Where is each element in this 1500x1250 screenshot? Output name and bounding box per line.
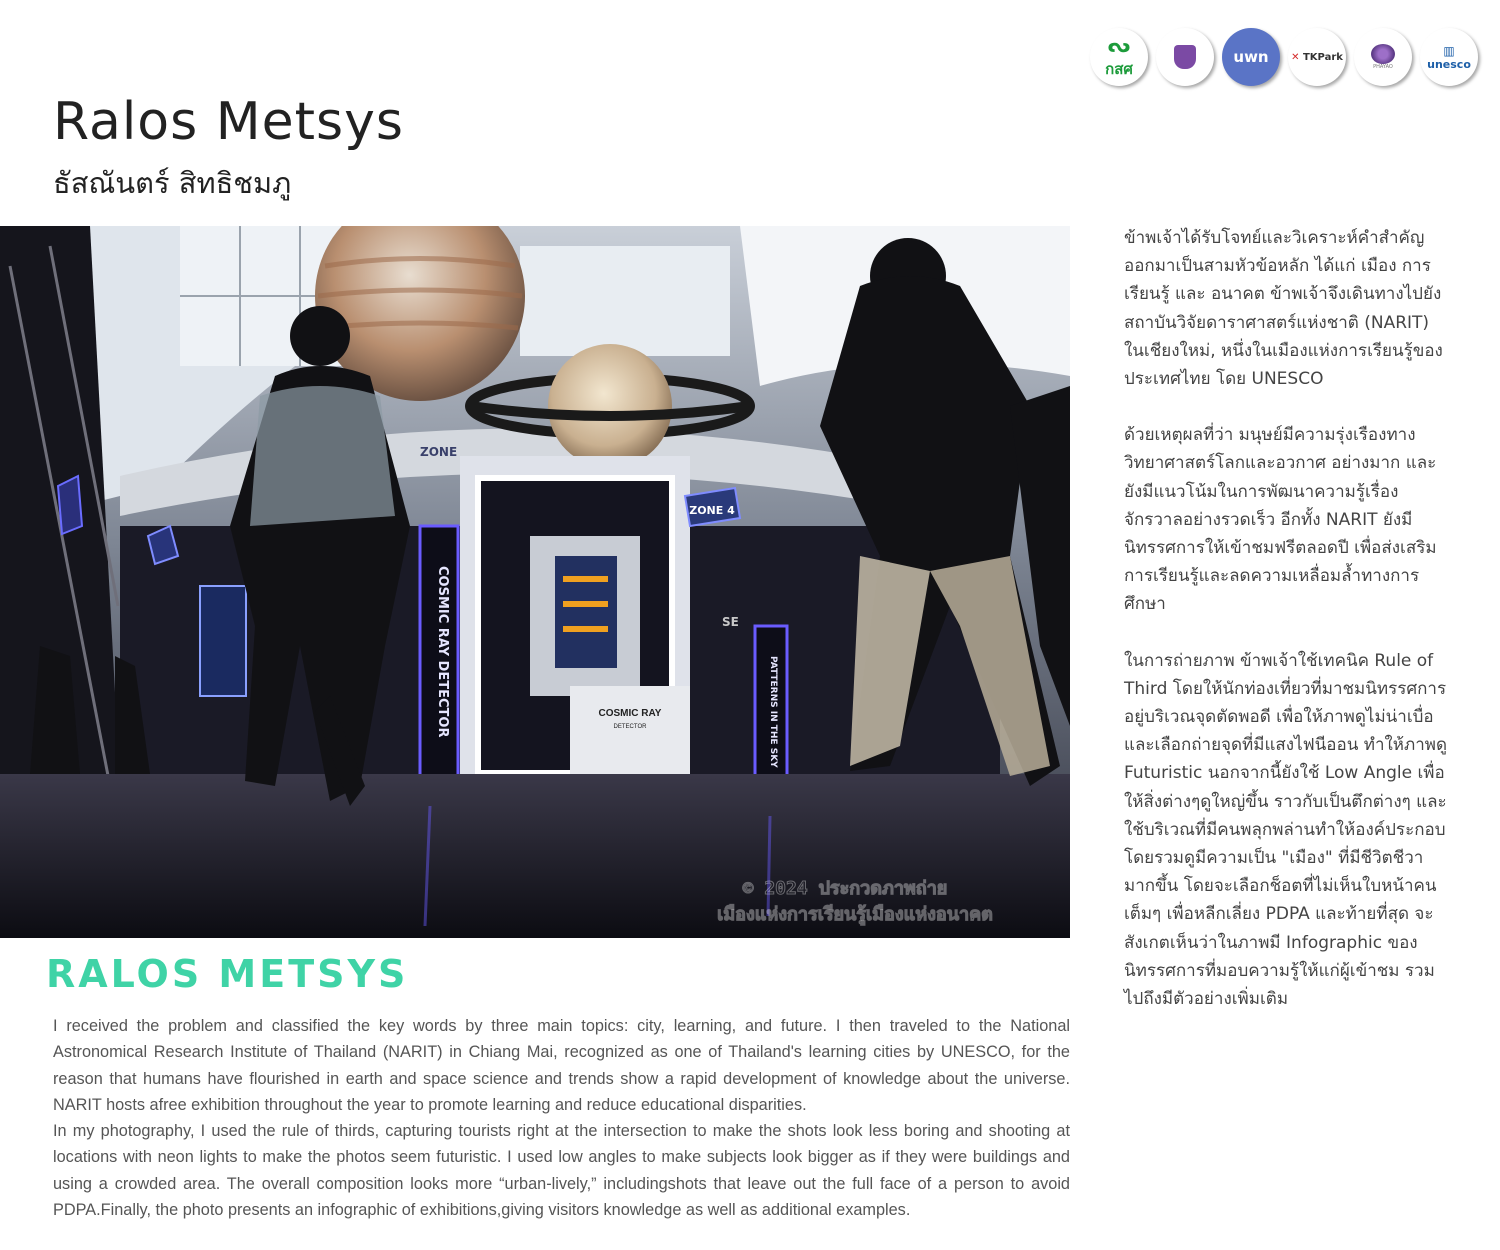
thai-description bbox=[1124, 224, 1454, 1041]
english-paragraph-2: In my photography, I used the rule of thirds, capturing tourists right at the intersection to make the shots look less boring and shooting at locations with neon lights to make the photos seem futuristic. I used low angles to make subjects look bigger as if they were buildings and using a crowded area. The overall composition looks more “urban-lively,” includingshots that leave out the full face of a person to avoid PDPA.Finally, the photo presents an infographic of exhibitions,giving visitors knowledge as well as additional examples. bbox=[53, 1122, 1070, 1220]
thai-health-logo-icon: ᔓ กสศ bbox=[1090, 28, 1148, 86]
english-description bbox=[53, 1013, 1070, 1223]
uwn-logo-icon: uwn bbox=[1222, 28, 1280, 86]
watermark-line-2: เมืองแห่งการเรียนรู้เมืองแห่งอนาคต bbox=[717, 904, 993, 925]
partner-logos bbox=[1090, 28, 1478, 86]
cosmic-ray-sign: COSMIC RAY DETECTOR bbox=[435, 566, 450, 738]
desk-sign: COSMIC RAY bbox=[598, 708, 662, 719]
unesco-logo-icon: ▥ unesco bbox=[1420, 28, 1478, 86]
page-title: Ralos Metsys bbox=[53, 92, 404, 152]
university-seal-icon bbox=[1156, 28, 1214, 86]
english-paragraph-1: I received the problem and classified the key words by three main topics: city, learning, and future. I then traveled to the National Astronomical Research Institute of Thailand (NARIT) in Chiang Mai, recognized as one of Thailand's learning cities by UNESCO, for the reason that humans have flourished in earth and space science and trends show a rapid development of knowledge about the universe. NARIT hosts afree exhibition throughout the year to promote learning and reduce educational disparities. bbox=[53, 1017, 1070, 1114]
author-name: ธัสณันตร์ สิทธิชมภู bbox=[53, 166, 292, 200]
patterns-sign: PATTERNS IN THE SKY bbox=[768, 656, 778, 768]
watermark-line-1: © 2024 ประกวดภาพถ่าย bbox=[742, 878, 948, 899]
exhibition-photo bbox=[0, 226, 1070, 938]
thai-paragraph-1: ข้าพเจ้าได้รับโจทย์และวิเคราะห์คำสำคัญออกมาเป็นสามหัวข้อหลัก ได้แก่ เมือง การเรียนรู้ และ อนาคต ข้าพเจ้าจึงเดินทางไปยังสถาบันวิจัยดาราศาสตร์แห่งชาติ (NARIT) ในเชียงใหม่, หนึ่งในเมืองแห่งการเรียนรู้ของประเทศไทย โดย UNESCO bbox=[1124, 228, 1443, 390]
thai-paragraph-2: ด้วยเหตุผลที่ว่า มนุษย์มีความรุ่งเรืองทางวิทยาศาสตร์โลกและอวกาศ อย่างมาก และยังมีแนวโน้มในการพัฒนาความรู้เรื่องจักรวาลอย่างรวดเร็ว อีกทั้ง NARIT ยังมีนิทรรศการให้เข้าชมฟรีตลอดปี เพื่อส่งเสริมการเรียนรู้และลดความเหลื่อมล้ำทางการศึกษา bbox=[1124, 425, 1437, 615]
brand-wordmark: RALOS METSYS bbox=[46, 952, 409, 996]
se-sign: SE bbox=[722, 615, 739, 629]
desk-sign-sub: DETECTOR bbox=[613, 724, 647, 730]
tkpark-logo-icon: ✕ TKPark bbox=[1288, 28, 1346, 86]
zone-4-sign: ZONE 4 bbox=[689, 504, 735, 517]
phayao-logo-icon: PHAYAO bbox=[1354, 28, 1412, 86]
thai-paragraph-3: ในการถ่ายภาพ ข้าพเจ้าใช้เทคนิค Rule of Third โดยให้นักท่องเที่ยวที่มาชมนิทรรศการอยู่บริเวณจุดตัดพอดี เพื่อให้ภาพดูไม่น่าเบื่อ และเลือกถ่ายจุดที่มีแสงไฟนีออน ทำให้ภาพดู Futuristic นอกจากนี้ยังใช้ Low Angle เพื่อให้สิ่งต่างๆดูใหญ่ขึ้น ราวกับเป็นตึกต่างๆ และใช้บริเวณที่มีคนพลุกพล่านทำให้องค์ประกอบโดยรวมดูมีความเป็น "เมือง" ที่มีชีวิตชีวามากขึ้น โดยจะเลือกช็อตที่ไม่เห็นใบหน้าคนเต็มๆ เพื่อหลีกเลี่ยง PDPA และท้ายที่สุด จะสังเกตเห็นว่าในภาพมี Infographic ของนิทรรศการที่มอบความรู้ให้แก่ผู้เข้าชม รวมไปถึงมีตัวอย่างเพิ่มเติม bbox=[1124, 650, 1447, 1010]
zone-sign: ZONE bbox=[420, 445, 458, 459]
